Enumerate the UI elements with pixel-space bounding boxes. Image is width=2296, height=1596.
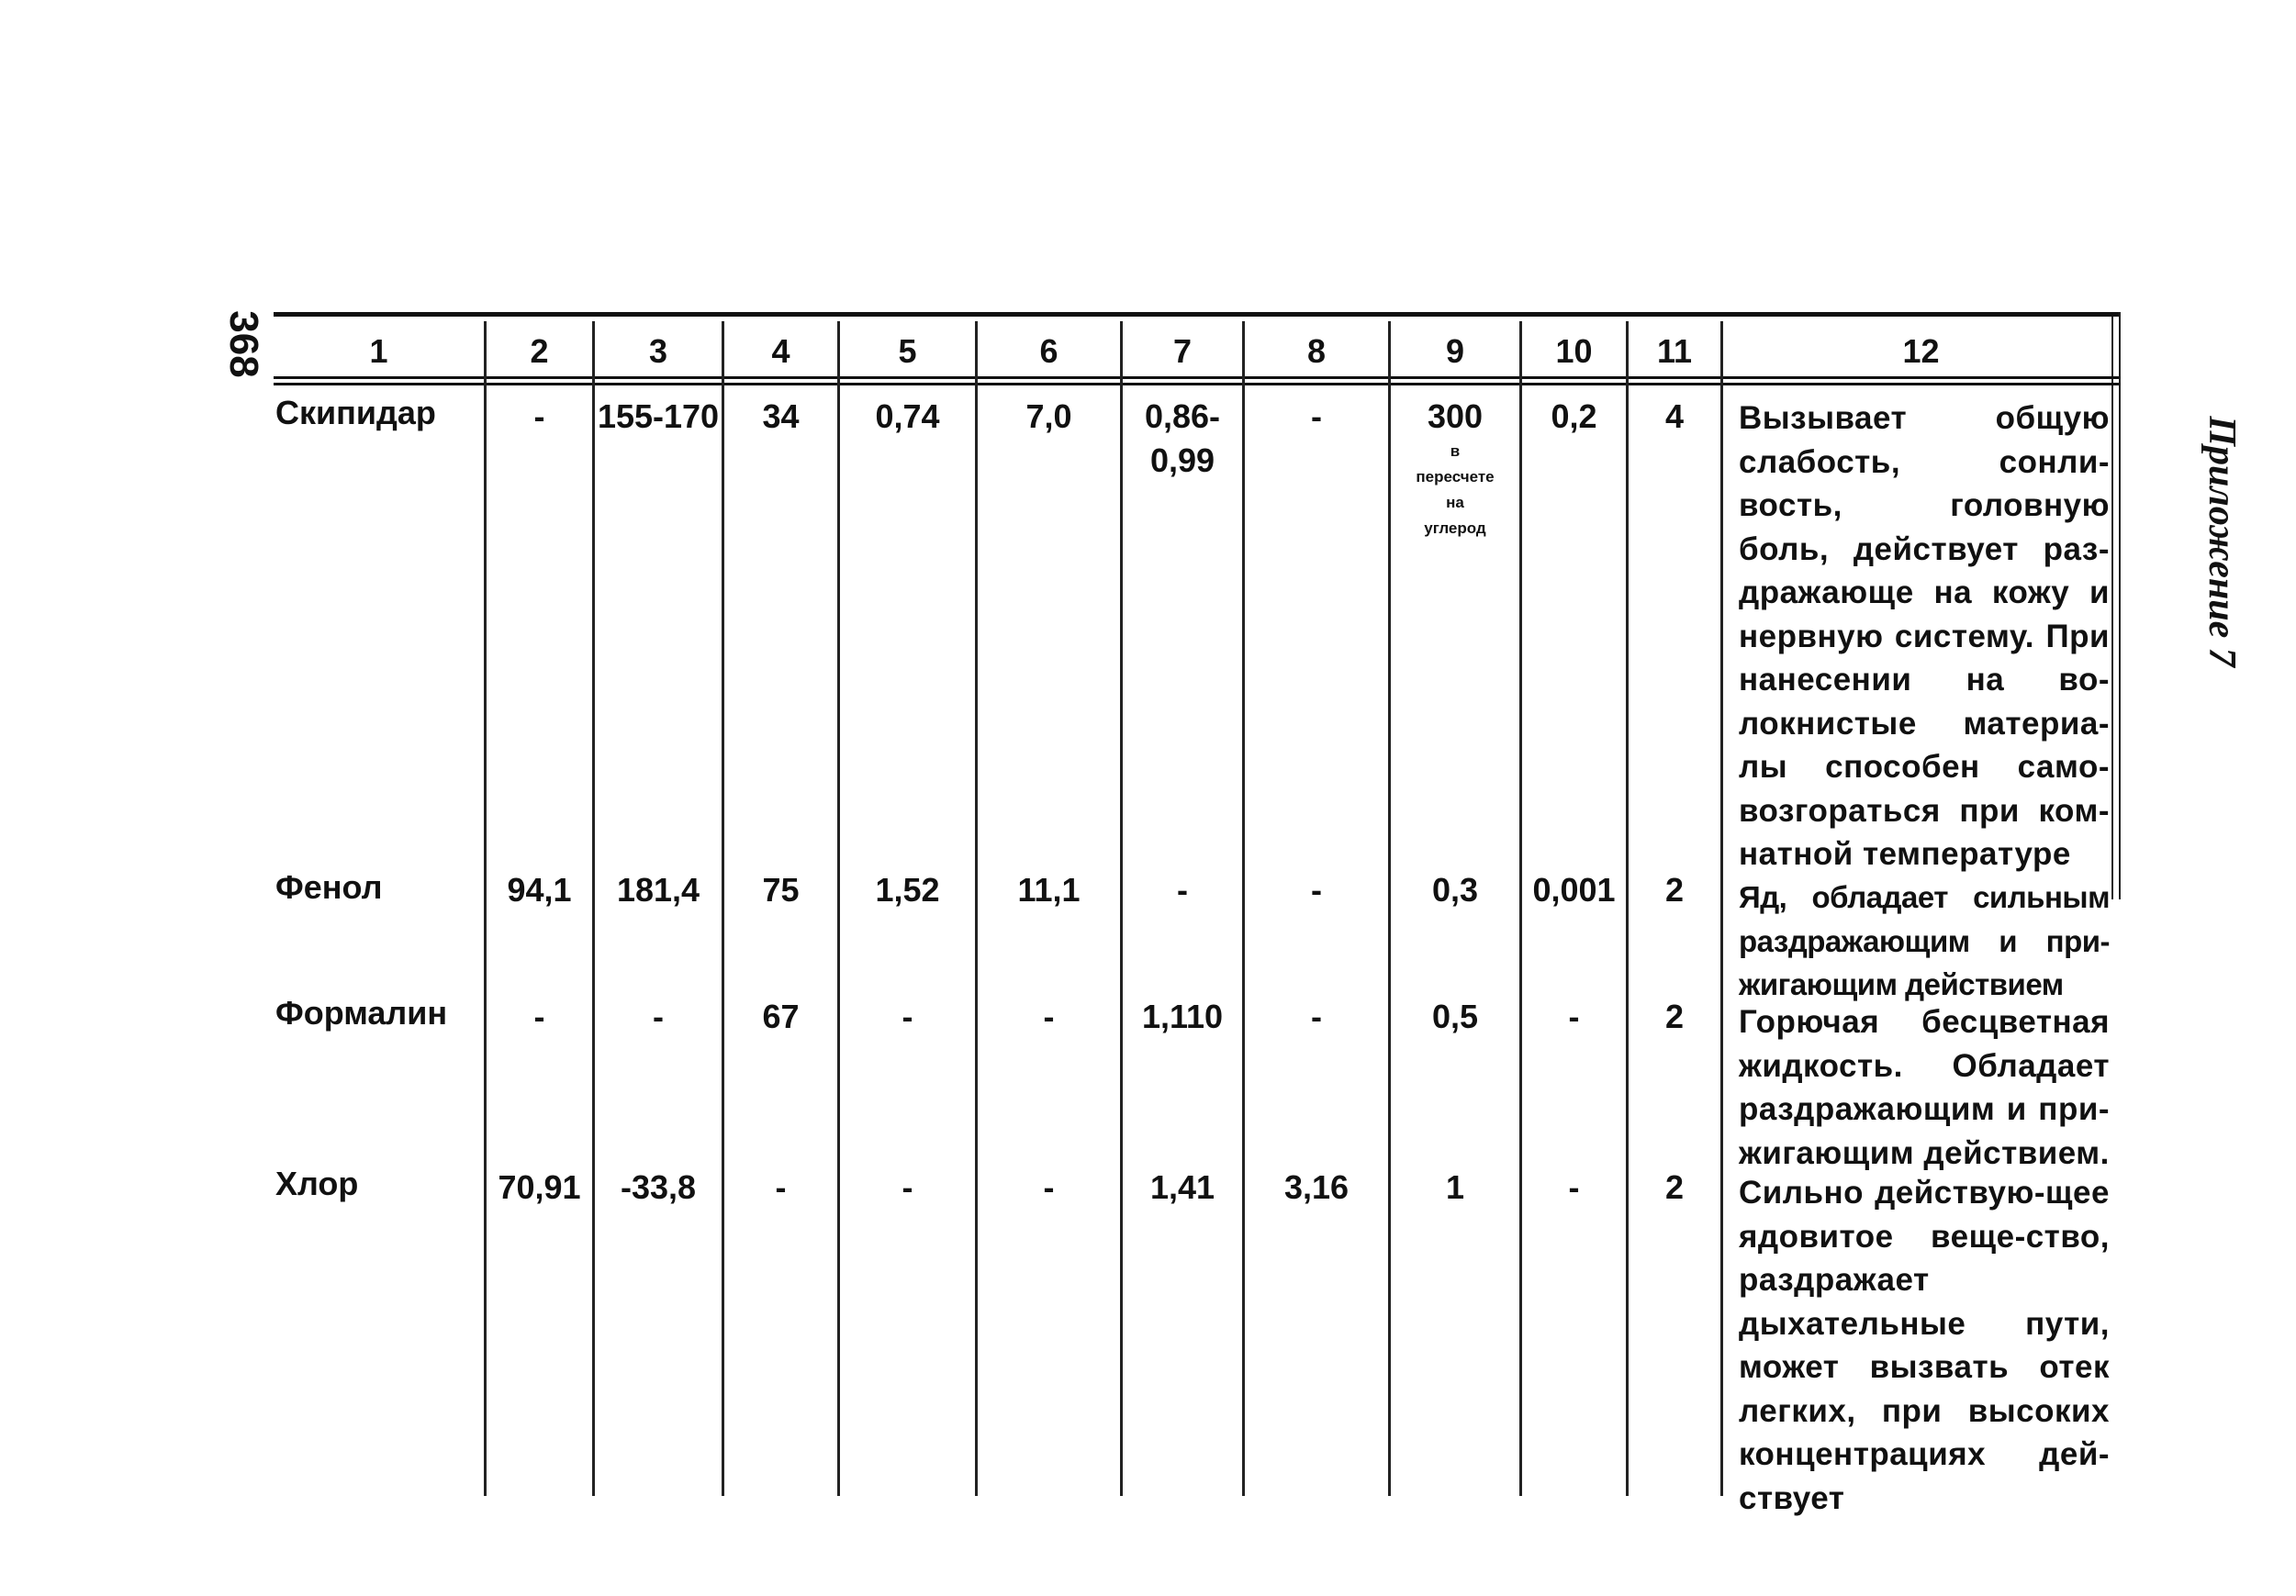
header-rule-2 — [274, 383, 2119, 385]
header-cell: 5 — [898, 332, 917, 370]
value-cell: - — [1043, 1168, 1055, 1206]
value-cell: 0,74 — [875, 397, 940, 435]
value-note: на — [1446, 494, 1464, 511]
value-cell: - — [1311, 998, 1322, 1035]
header-cell: 8 — [1306, 332, 1327, 370]
description-cell: Яд, обладает сильным раздражающим и при-жигающим действием — [1739, 880, 2110, 1001]
description-cell: Горючая бесцветная жидкость. Обладает раздражающим и при-жигающим действием. — [1739, 1004, 2110, 1171]
value-cell: 1,110 — [1141, 998, 1224, 1035]
value-cell: - — [775, 1168, 787, 1206]
value-cell: 181,4 — [616, 871, 700, 909]
value-cell: 1,41 — [1149, 1168, 1215, 1206]
value-cell: 75 — [762, 871, 800, 909]
value-cell: 0,5 — [1431, 998, 1479, 1035]
value-cell: - — [1568, 1168, 1580, 1206]
value-note: в — [1450, 442, 1461, 460]
value-cell: - — [1177, 871, 1188, 909]
table-top-rule — [274, 312, 2119, 317]
header-cell: 7 — [1172, 332, 1193, 370]
value-cell: - — [902, 1168, 913, 1206]
value-cell: 34 — [762, 397, 800, 435]
value-note: пересчете — [1416, 468, 1495, 485]
value-cell: 94,1 — [507, 871, 572, 909]
header-cell: 10 — [1555, 332, 1593, 370]
value-cell: - — [653, 998, 664, 1035]
header-cell: 9 — [1445, 332, 1465, 370]
appendix-label: Приложение 7 — [2201, 416, 2243, 667]
value-cell: 11,1 — [1017, 871, 1081, 909]
column-divider — [1720, 321, 1723, 1496]
value-cell: - — [1043, 998, 1055, 1035]
substance-name: Хлор — [275, 1165, 359, 1202]
description-cell: Сильно действую-щее ядовитое веще-ство, раздражает дыхательные пути, может вызвать отек легких, при высоких концентрациях дей-ствует — [1739, 1175, 2110, 1516]
header-cell: 3 — [648, 332, 668, 370]
header-cell: 12 — [1902, 332, 1940, 370]
value-cell: - — [533, 998, 545, 1035]
data-table — [274, 312, 2119, 1516]
value-cell: - — [1311, 871, 1322, 909]
value-cell: 2 — [1664, 998, 1685, 1035]
value-cell: -33,8 — [620, 1168, 697, 1206]
substance-name: Формалин — [275, 994, 448, 1032]
value-cell: 0,001 — [1532, 871, 1616, 909]
header-rule-1 — [274, 376, 2119, 379]
value-cell: 0,3 — [1431, 871, 1479, 909]
substance-name: Скипидар — [275, 394, 436, 431]
value-cell: 0,2 — [1551, 397, 1597, 435]
value-cell: 7,0 — [1025, 397, 1072, 435]
description-cell: Вызывает общую слабость, сонли-вость, головную боль, действует раз-дражающе на кожу и нервную систему. При нанесении на во-локнистые материа-лы способен само-возгораться при ком-натной температуре — [1739, 400, 2110, 872]
value-cell: 1 — [1445, 1168, 1465, 1206]
value-note: углерод — [1424, 519, 1486, 537]
value-cell: - — [1311, 397, 1322, 435]
value-cell: 1,52 — [875, 871, 940, 909]
value-cell: 0,86- 0,99 — [1144, 397, 1221, 479]
header-cell: 2 — [530, 332, 549, 370]
page-number: 368 — [221, 310, 266, 378]
value-cell: - — [902, 998, 913, 1035]
value-text: 300 — [1427, 397, 1484, 435]
value-cell: 3,16 — [1283, 1168, 1350, 1206]
value-cell: 70,91 — [498, 1168, 581, 1206]
value-cell: 2 — [1664, 1168, 1685, 1206]
value-cell: 2 — [1664, 871, 1685, 909]
substance-name: Фенол — [275, 868, 383, 906]
value-cell: - — [533, 397, 545, 435]
value-cell: - — [1568, 998, 1580, 1035]
value-cell: 155-170 — [597, 397, 720, 435]
value-cell — [1391, 395, 1519, 541]
header-cell: 1 — [369, 332, 388, 370]
value-cell: 4 — [1664, 397, 1685, 435]
value-cell: 67 — [762, 998, 800, 1035]
header-cell: 4 — [771, 332, 790, 370]
appendix-rule-2 — [2119, 312, 2121, 899]
header-cell: 6 — [1039, 332, 1058, 370]
header-cell: 11 — [1656, 332, 1693, 370]
